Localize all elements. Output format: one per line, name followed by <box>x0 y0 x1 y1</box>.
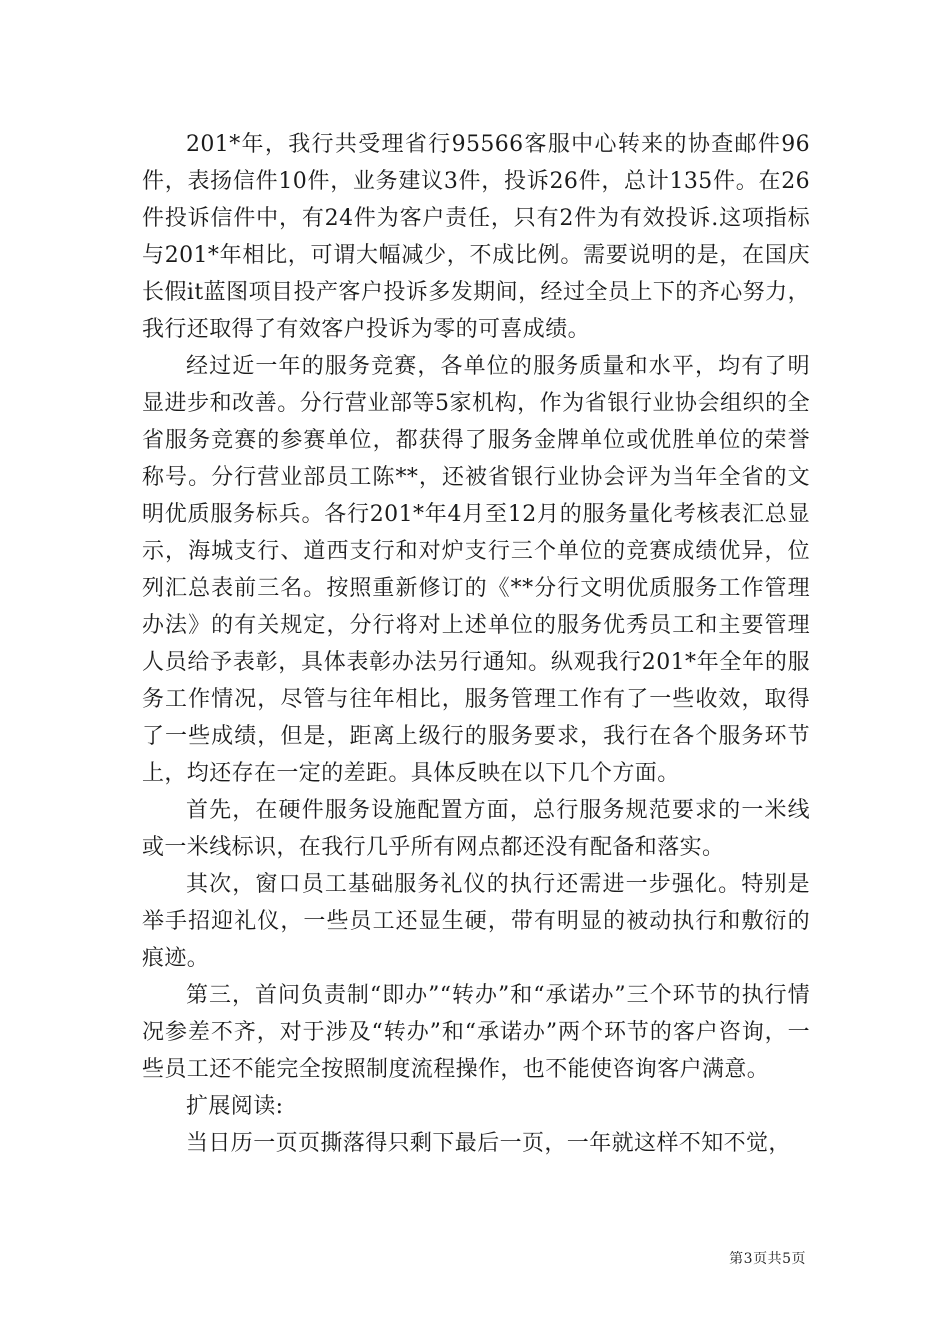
paragraph-extended-reading-text: 当日历一页页撕落得只剩下最后一页，一年就这样不知不觉， <box>186 1131 791 1156</box>
paragraph-complaint-stats: 201*年，我行共受理省行95566客服中心转来的协查邮件96件，表扬信件10件，业务建议3件，投诉26件，总计135件。在26件投诉信件中，有24件为客户责任，只有2件为有效投诉.这项指标与201*年相比，可谓大幅减少，不成比例。需要说明的是，在国庆长假it蓝图项目投产客户投诉多发期间，经过全员上下的齐心努力，我行还取得了有效客户投诉为零的可喜成绩。 <box>142 132 810 342</box>
document-body <box>142 126 810 1162</box>
page-number-footer: 第3页共5页 <box>729 1251 806 1267</box>
paragraph-service-competition: 经过近一年的服务竞赛，各单位的服务质量和水平，均有了明显进步和改善。分行营业部等5家机构，作为省银行业协会组织的全省服务竞赛的参赛单位，都获得了服务金牌单位或优胜单位的荣誉称号。分行营业部员工陈**，还被省银行业协会评为当年全省的文明优质服务标兵。各行201*年4月至12月的服务量化考核表汇总显示，海城支行、道西支行和对炉支行三个单位的竞赛成绩优异，位列汇总表前三名。按照重新修订的《**分行文明优质服务工作管理办法》的有关规定，分行将对上述单位的服务优秀员工和主要管理人员给予表彰，具体表彰办法另行通知。纵观我行201*年全年的服务工作情况，尽管与往年相比，服务管理工作有了一些收效，取得了一些成绩，但是，距离上级行的服务要求，我行在各个服务环节上，均还存在一定的差距。具体反映在以下几个方面。 <box>142 354 810 786</box>
paragraph-hardware-facilities: 首先，在硬件服务设施配置方面，总行服务规范要求的一米线或一米线标识，在我行几乎所有网点都还没有配备和落实。 <box>142 798 810 860</box>
paragraph-first-inquiry-responsibility: 第三，首问负责制“即办”“转办”和“承诺办”三个环节的执行情况参差不齐，对于涉及“转办”和“承诺办”两个环节的客户咨询，一些员工还不能完全按照制度流程操作，也不能使咨询客户满意。 <box>142 983 810 1082</box>
paragraph-extended-reading-label: 扩展阅读: <box>186 1094 284 1119</box>
paragraph-service-etiquette: 其次，窗口员工基础服务礼仪的执行还需进一步强化。特别是举手招迎礼仪，一些员工还显生硬，带有明显的被动执行和敷衍的痕迹。 <box>142 872 810 971</box>
